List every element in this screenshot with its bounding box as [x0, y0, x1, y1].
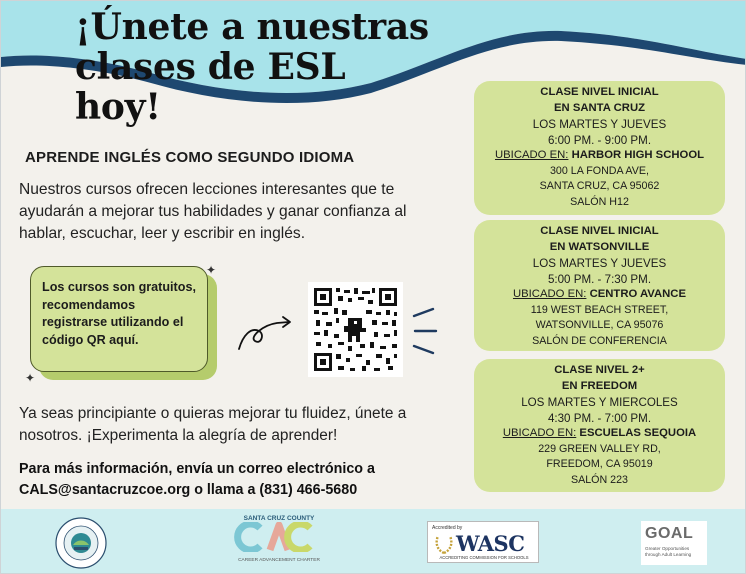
wasc-accredited-text: Accredited by: [432, 525, 463, 531]
intro-text: Nuestros cursos ofrecen lecciones interesantes que te ayudarán a mejorar tus habilidades y ganar confianza al hablar, escuchar, leer y escribir en inglés.: [19, 181, 407, 242]
class-card-watsonville: [474, 220, 725, 351]
class-location-city: EN FREEDOM: [561, 379, 638, 392]
flyer-title: [75, 7, 435, 127]
qr-code-icon[interactable]: [308, 282, 403, 377]
cals-logo: [55, 517, 107, 569]
class-location-city: EN SANTA CRUZ: [554, 101, 645, 114]
class-time: 6:00 PM. - 9:00 PM.: [547, 133, 652, 147]
location-label: UBICADO EN:: [494, 149, 569, 161]
wasc-name: WASC: [456, 531, 525, 556]
location-name: HARBOR HIGH SCHOOL: [571, 149, 705, 161]
outro-text: Ya seas principiante o quieras mejorar tu fluidez, únete a nosotros. ¡Experimenta la alegría de aprender!: [19, 405, 407, 444]
class-location: [474, 287, 725, 303]
address-line: FREEDOM, CA 95019: [546, 458, 653, 470]
free-courses-note: Los cursos son gratuitos, recomendamos registrarse utilizando el código QR aquí.: [30, 266, 208, 372]
class-days: LOS MARTES Y MIERCOLES: [521, 396, 678, 409]
class-name: CLASE NIVEL INICIAL: [540, 86, 659, 98]
address-line: SANTA CRUZ, CA 95062: [539, 180, 660, 192]
sparkle-icon: ✦: [25, 371, 36, 385]
room-line: SALÓN DE CONFERENCIA: [532, 334, 667, 347]
wasc-tagline: ACCREDITING COMMISSION FOR SCHOOLS: [439, 555, 529, 560]
contact-line-1: Para más información, envía un correo electrónico a: [19, 461, 375, 477]
emphasis-lines-icon: [411, 306, 439, 356]
class-time: 5:00 PM. - 7:30 PM.: [547, 272, 652, 286]
laurel-icon: [433, 533, 455, 555]
title-line-2: clases de ESL hoy!: [75, 46, 346, 128]
class-location-city: EN WATSONVILLE: [549, 240, 650, 253]
cac-letters-icon: [234, 522, 324, 552]
class-location: [474, 148, 725, 164]
location-name: ESCUELAS SEQUOIA: [579, 427, 697, 439]
cac-logo: [234, 515, 324, 571]
footer-logos: [1, 509, 746, 574]
subtitle: APRENDE INGLÉS COMO SEGUNDO IDIOMA: [25, 149, 355, 166]
class-location: [474, 426, 725, 442]
address-line: 229 GREEN VALLEY RD,: [538, 442, 661, 455]
class-name: CLASE NIVEL 2+: [554, 364, 645, 376]
wasc-logo: [427, 521, 539, 563]
class-time: 4:30 PM. - 7:00 PM.: [547, 411, 652, 425]
location-label: UBICADO EN:: [502, 427, 577, 439]
cac-county: SANTA CRUZ COUNTY: [243, 515, 315, 522]
class-days: LOS MARTES Y JUEVES: [532, 257, 667, 270]
curly-arrow-icon: [233, 311, 295, 353]
goal-name: GOAL: [645, 525, 694, 542]
sparkle-icon: ✦: [206, 263, 217, 277]
goal-tagline: Greater Opportunities through Adult Learning: [645, 546, 692, 557]
contact-line-2[interactable]: CALS@santacruzcoe.org o llama a (831) 466-5680: [19, 482, 358, 498]
cac-tagline: CAREER ADVANCEMENT CHARTER: [238, 558, 320, 563]
class-name: CLASE NIVEL INICIAL: [540, 225, 659, 237]
room-line: SALÓN H12: [570, 195, 629, 208]
address-line: 119 WEST BEACH STREET,: [530, 303, 669, 316]
class-card-freedom: [474, 359, 725, 492]
class-days: LOS MARTES Y JUEVES: [532, 118, 667, 131]
location-name: CENTRO AVANCE: [589, 288, 687, 300]
location-label: UBICADO EN:: [512, 288, 587, 300]
room-line: SALÓN 223: [570, 473, 629, 486]
goal-logo: [641, 521, 707, 565]
title-line-1: ¡Únete a nuestras: [75, 6, 429, 48]
class-card-santa-cruz: [474, 81, 725, 215]
contact-info: [19, 459, 459, 501]
address-line: WATSONVILLE, CA 95076: [535, 319, 664, 331]
address-line: 300 LA FONDA AVE,: [549, 164, 649, 177]
